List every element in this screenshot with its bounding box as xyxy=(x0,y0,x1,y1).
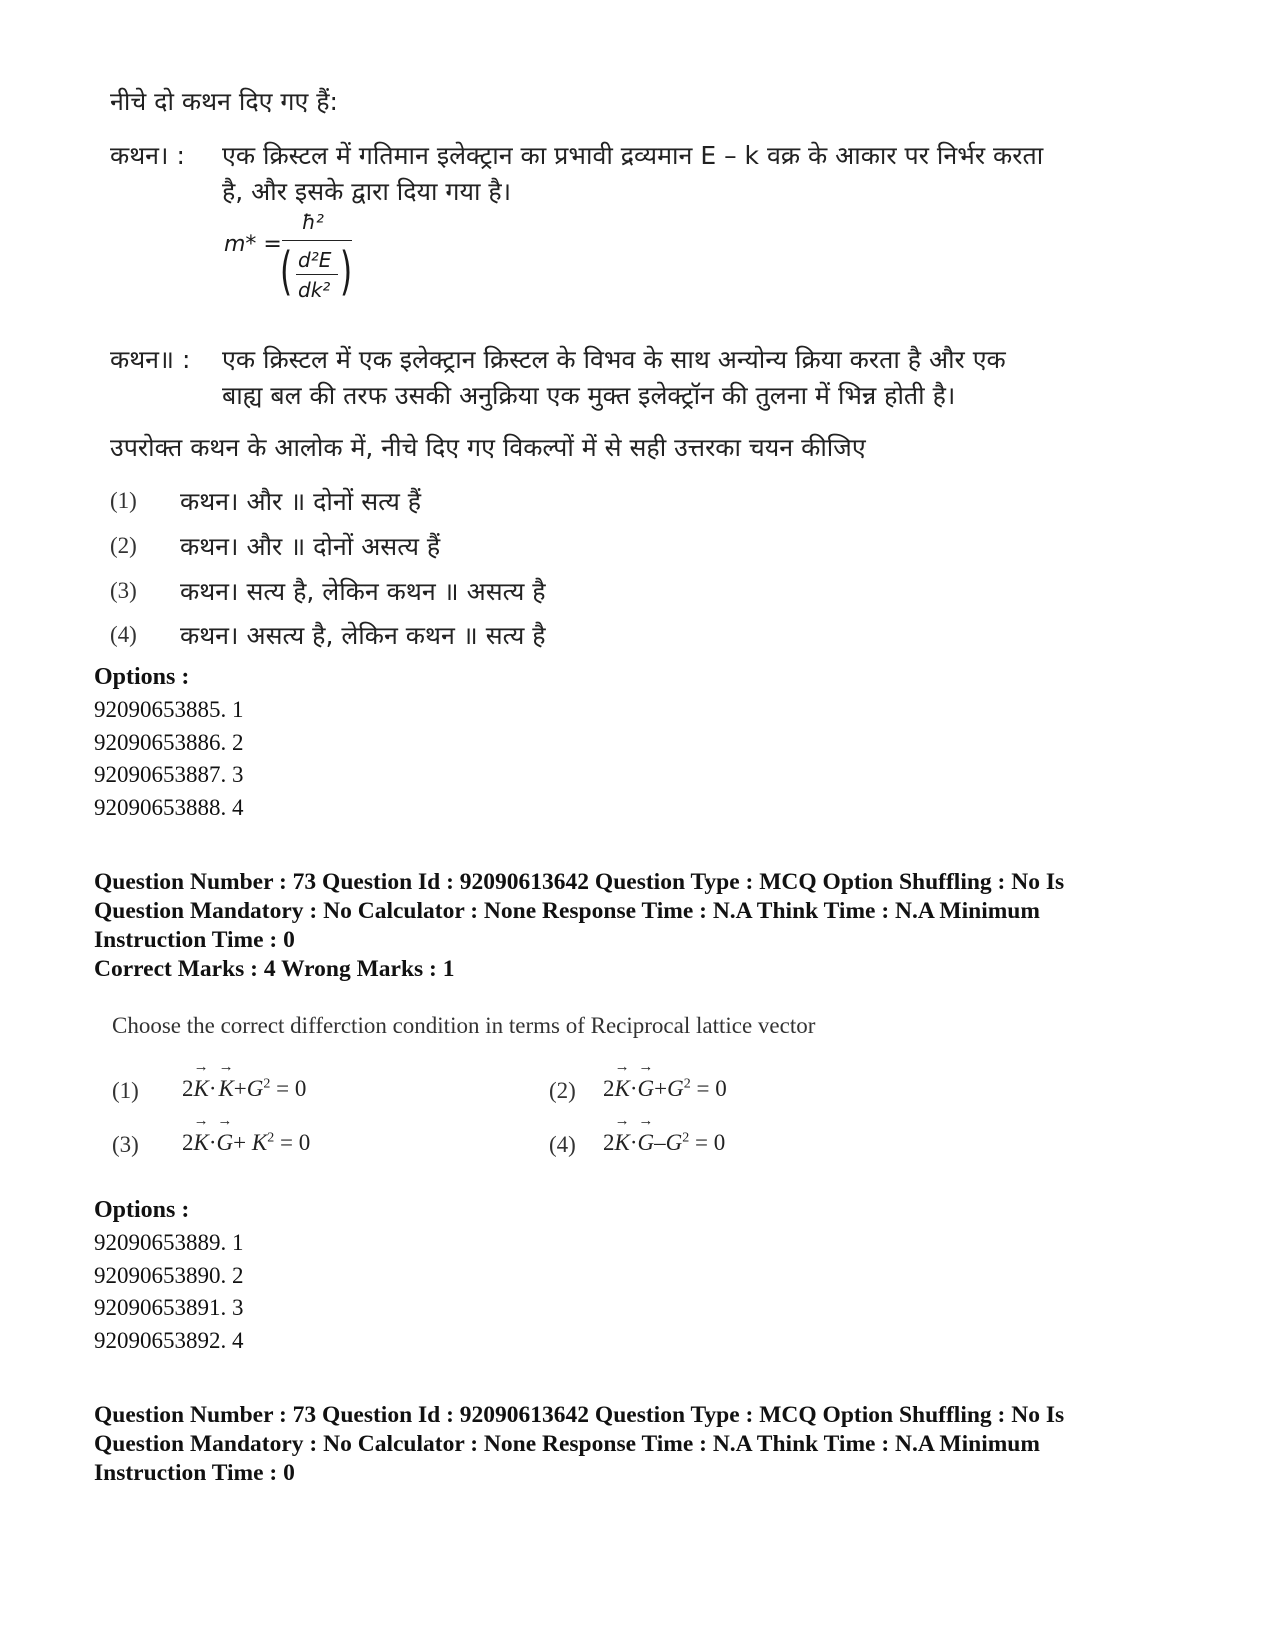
q3-meta xyxy=(94,1401,1194,1488)
q2-meta xyxy=(94,868,1194,955)
formula-lhs: m* = xyxy=(224,232,282,257)
formula-denominator-bottom: dk² xyxy=(298,278,331,302)
q1-choice-number: (3) xyxy=(110,578,137,603)
q1-choice-text: कथन। और ॥ दोनों असत्य हैं xyxy=(180,532,441,561)
q3-meta-line: Question Number : 73 Question Id : 92090613642 Question Type : MCQ Option Shuffling : No Is xyxy=(94,1402,1065,1428)
q2-choice-number: (4) xyxy=(549,1132,576,1157)
q2-option: 92090653891. 3 xyxy=(94,1295,244,1320)
q1-choice-number: (2) xyxy=(110,533,137,558)
q2-marks: Correct Marks : 4 Wrong Marks : 1 xyxy=(94,956,455,982)
formula-fraction-bar xyxy=(282,240,352,241)
q2-equation-4: $2\to K\cdot\to G-G^2 = 0$ xyxy=(603,1130,725,1156)
q3-meta-line: Instruction Time : 0 xyxy=(94,1460,295,1486)
q2-choice-number: (1) xyxy=(112,1078,139,1103)
q1-choice-number: (1) xyxy=(110,488,137,513)
formula-left-paren: ( xyxy=(280,242,293,302)
q2-equation-1: 2→ K· → $K+G^2 = 0$ xyxy=(182,1076,306,1102)
q1-choice-text: कथन। सत्य है, लेकिन कथन ॥ असत्य है xyxy=(180,577,546,606)
q2-choice-number: (3) xyxy=(112,1132,139,1157)
q1-instruction: उपरोक्त कथन के आलोक में, नीचे दिए गए विकल्पों में से सही उत्तरका चयन कीजिए xyxy=(110,433,866,462)
q2-equation-3: $2\to K\cdot\to G+ K^2 = 0$ xyxy=(182,1130,310,1156)
effective-mass-formula xyxy=(222,208,382,318)
q1-option: 92090653885. 1 xyxy=(94,697,244,722)
q1-intro: नीचे दो कथन दिए गए हैं: xyxy=(110,87,338,116)
q2-meta-line: Instruction Time : 0 xyxy=(94,927,295,953)
statement2-label: कथन॥ : xyxy=(110,345,191,374)
formula-right-paren: ) xyxy=(340,242,353,302)
formula-numerator: ħ² xyxy=(302,210,324,234)
q2-equation-2: $2\to K\cdot\to G+G^2 = 0$ xyxy=(603,1076,727,1102)
statement1-line2: है, और इसके द्वारा दिया गया है। xyxy=(222,177,512,206)
q1-options-title: Options : xyxy=(94,664,190,690)
q2-option: 92090653892. 4 xyxy=(94,1328,244,1353)
statement1-line1: एक क्रिस्टल में गतिमान इलेक्ट्रान का प्रभावी द्रव्यमान E – k वक्र के आकार पर निर्भर करता xyxy=(222,141,1044,170)
q1-choice-text: कथन। असत्य है, लेकिन कथन ॥ सत्य है xyxy=(180,621,546,650)
statement1-label: कथन। : xyxy=(110,141,185,170)
q2-option: 92090653890. 2 xyxy=(94,1263,244,1288)
statement2-line2: बाह्य बल की तरफ उसकी अनुक्रिया एक मुक्त इलेक्ट्रॉन की तुलना में भिन्न होती है। xyxy=(222,381,956,410)
q2-meta-line: Question Number : 73 Question Id : 92090613642 Question Type : MCQ Option Shuffling : No Is xyxy=(94,869,1065,895)
q2-option: 92090653889. 1 xyxy=(94,1230,244,1255)
q1-option: 92090653886. 2 xyxy=(94,730,244,755)
q1-option: 92090653887. 3 xyxy=(94,762,244,787)
q2-question: Choose the correct differction condition in terms of Reciprocal lattice vector xyxy=(112,1013,816,1038)
q3-meta-line: Question Mandatory : No Calculator : None Response Time : N.A Think Time : N.A Minimum xyxy=(94,1431,1040,1457)
q1-choice-text: कथन। और ॥ दोनों सत्य हैं xyxy=(180,487,422,516)
q2-meta-line: Question Mandatory : No Calculator : None Response Time : N.A Think Time : N.A Minimum xyxy=(94,898,1040,924)
q1-option: 92090653888. 4 xyxy=(94,795,244,820)
q2-choice-number: (2) xyxy=(549,1078,576,1103)
q1-choice-number: (4) xyxy=(110,622,137,647)
statement2-line1: एक क्रिस्टल में एक इलेक्ट्रान क्रिस्टल के विभव के साथ अन्योन्य क्रिया करता है और एक xyxy=(222,345,1006,374)
formula-inner-bar xyxy=(296,274,338,275)
formula-denominator-top: d²E xyxy=(298,248,332,272)
q2-options-title: Options : xyxy=(94,1197,190,1223)
